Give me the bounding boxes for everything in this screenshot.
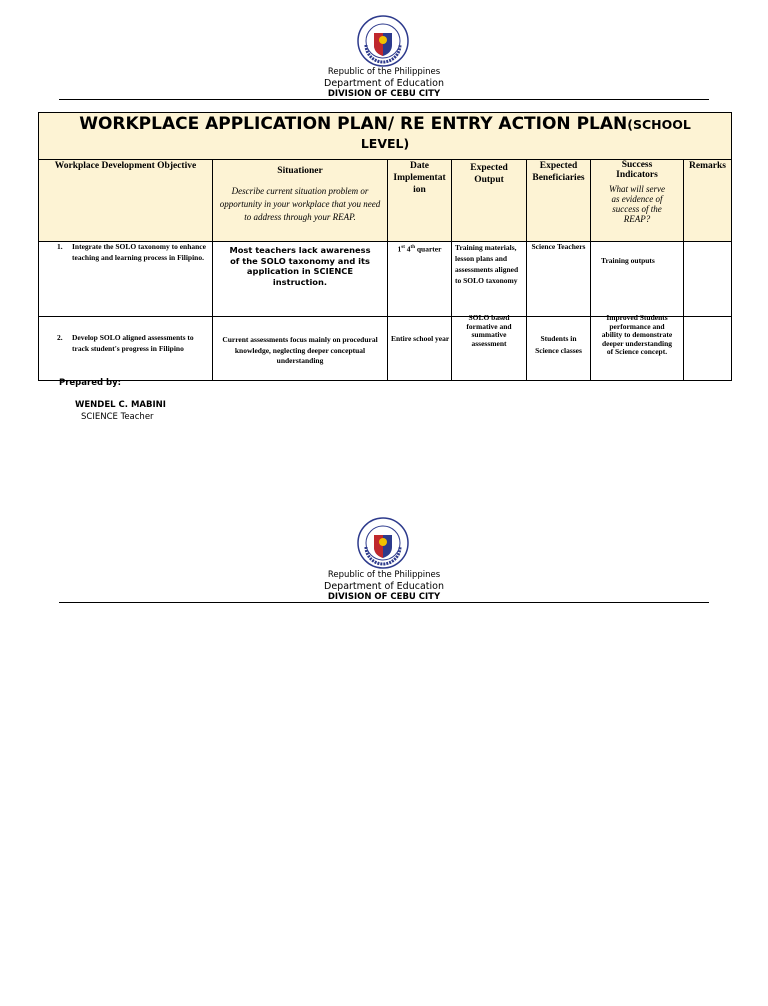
situationer-description: Describe current situation problem or opportunity in your workplace that you need to address through your REAP. [219, 186, 381, 222]
table-row [39, 242, 732, 317]
republic-label: Republic of the Philippines [327, 67, 441, 77]
col-indicators: Success Indicators What will serve as evidence of success of the REAP? [591, 160, 684, 242]
indicators-cell: Training outputs [591, 242, 684, 317]
col-situationer: Situationer Describe current situation problem or opportunity in your workplace that you need to address through your REAP. [213, 160, 388, 242]
department-label: Department of Education [324, 78, 444, 89]
column-header-row [39, 160, 732, 242]
output-cell: Training materials, lesson plans and assessments aligned to SOLO taxonomy [452, 242, 527, 317]
objective-cell: 2. Develop SOLO aligned assessments to track student's progress in Filipino [39, 317, 213, 381]
output-cell: SOLO based formative and summative assessment [452, 317, 527, 381]
remarks-cell [684, 242, 732, 317]
beneficiaries-cell: Science Teachers [527, 242, 591, 317]
department-label: Department of Education [324, 581, 444, 592]
col-remarks: Remarks [684, 160, 732, 242]
republic-label: Republic of the Philippines [327, 570, 441, 580]
indicators-cell: Improved Students performance and ability to demonstrate deeper understanding of Science concept. [591, 317, 684, 381]
header-divider [59, 602, 709, 603]
col-output: Expected Output [452, 160, 527, 242]
plan-title-level: (SCHOOL [627, 117, 691, 132]
col-objective: Workplace Development Objective [39, 160, 213, 242]
situationer-cell: Most teachers lack awareness of the SOLO taxonomy and its application in SCIENCE instruction. [213, 242, 388, 317]
remarks-cell [684, 317, 732, 381]
action-plan-table [38, 112, 732, 381]
plan-title [39, 113, 732, 160]
plan-title-level-end: LEVEL) [360, 136, 410, 151]
deped-seal-icon [357, 517, 409, 569]
beneficiaries-cell: Students in Science classes [527, 317, 591, 381]
division-label: DIVISION OF CEBU CITY [327, 592, 441, 602]
table-row [39, 317, 732, 381]
division-label: DIVISION OF CEBU CITY [327, 89, 441, 99]
preparer-position: SCIENCE Teacher [81, 412, 154, 422]
plan-title-main: WORKPLACE APPLICATION PLAN/ RE ENTRY ACTION PLAN [79, 114, 628, 134]
header-divider [59, 99, 709, 100]
date-cell: 1st 4th quarter [388, 242, 452, 317]
date-cell: Entire school year [388, 317, 452, 381]
objective-cell: 1. Integrate the SOLO taxonomy to enhance teaching and learning process in Filipino. [39, 242, 213, 317]
col-beneficiaries: Expected Beneficiaries [527, 160, 591, 242]
indicators-description: What will serve as evidence of success of the REAP? [609, 184, 665, 224]
deped-seal-icon [357, 15, 409, 67]
col-date: Date Implementat ion [388, 160, 452, 242]
situationer-cell: Current assessments focus mainly on procedural knowledge, neglecting deeper conceptual understanding [213, 317, 388, 381]
preparer-name: WENDEL C. MABINI [75, 400, 166, 410]
prepared-by-label: Prepared by: [59, 378, 122, 388]
